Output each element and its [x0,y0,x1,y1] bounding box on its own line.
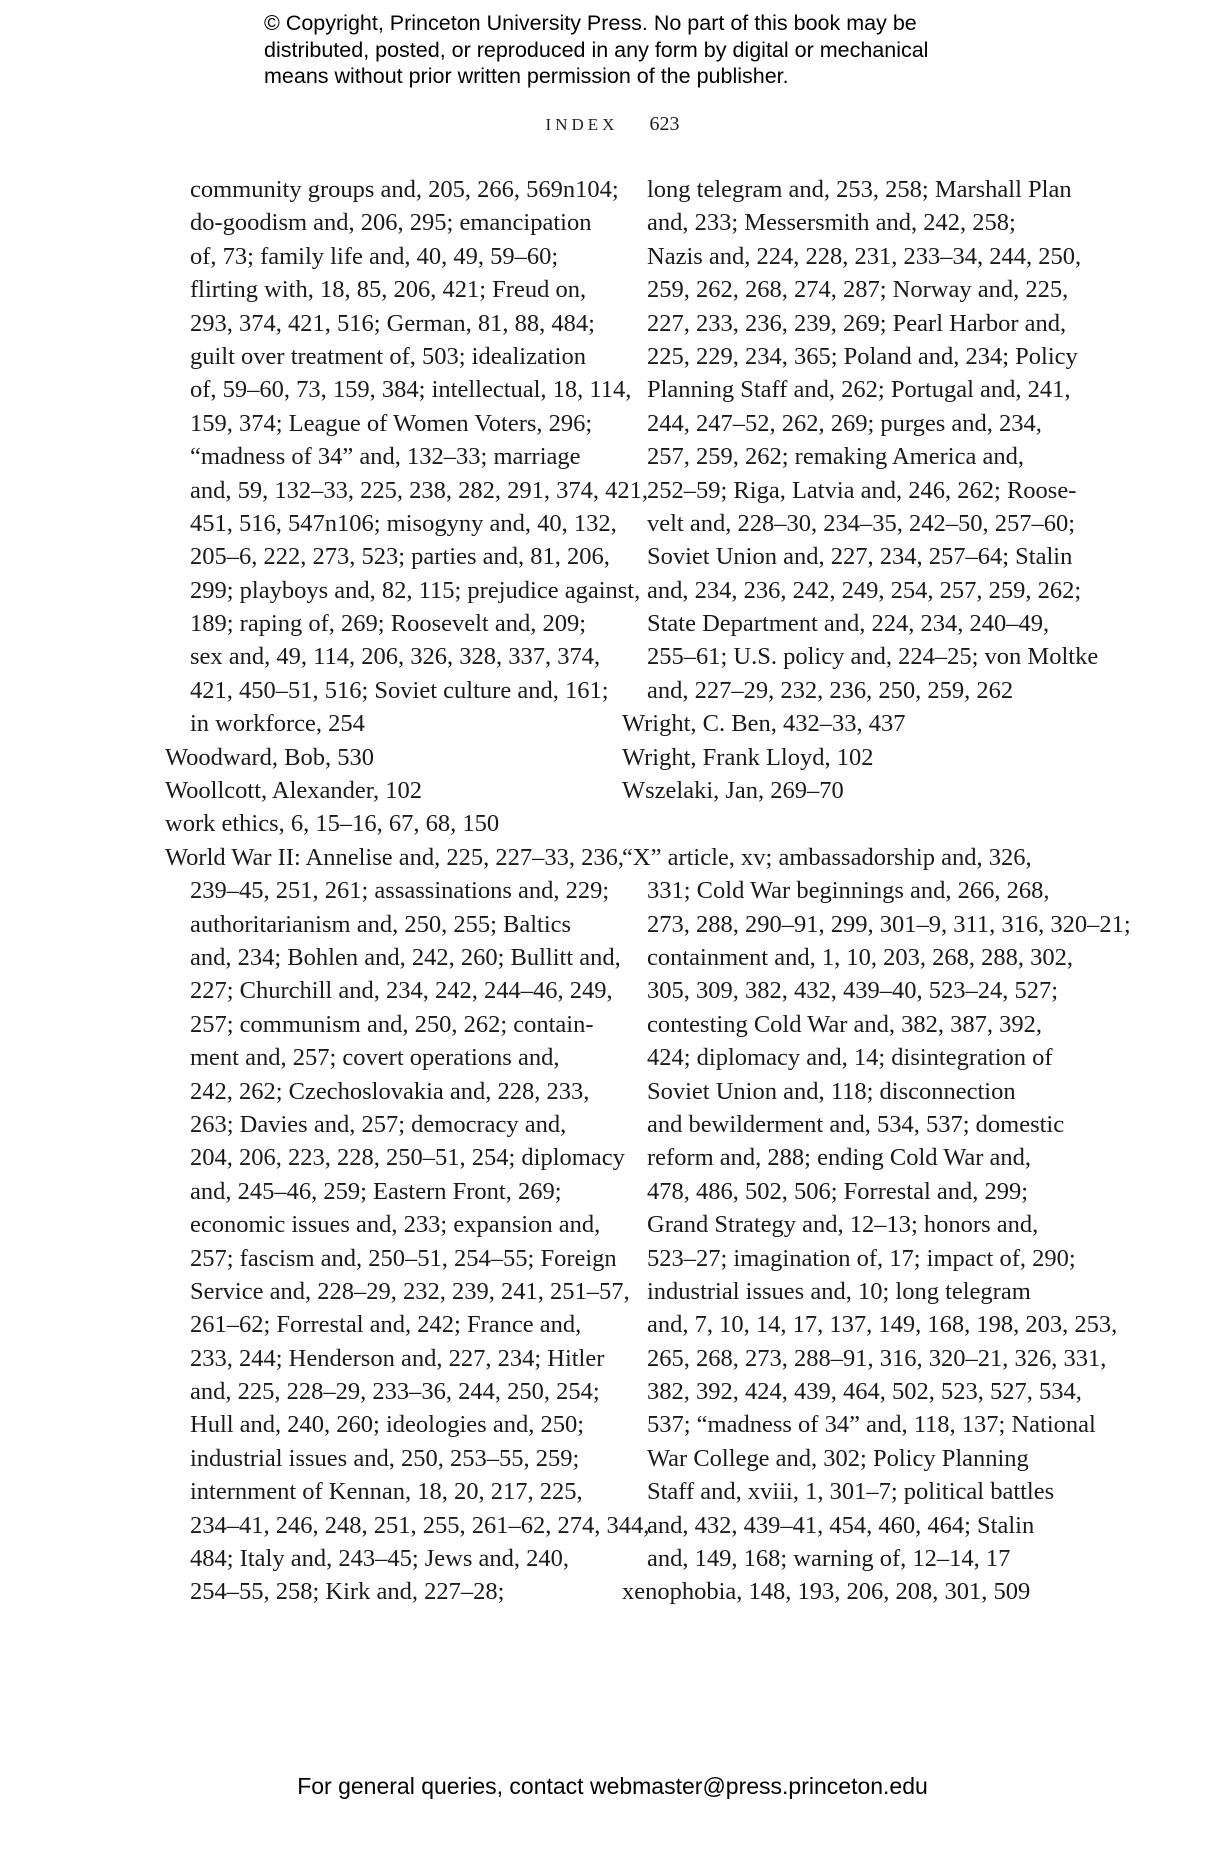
index-entry-continuation: 255–61; U.S. policy and, 224–25; von Moltke [647,643,1099,671]
entry-gap [622,807,1052,840]
index-entry-heading: Wright, C. Ben, 432–33, 437 [622,710,906,738]
index-entry-heading: Wszelaki, Jan, 269–70 [622,777,844,805]
index-column-right [622,173,1131,1609]
index-entry-continuation: ment and, 257; covert operations and, [190,1044,560,1072]
index-entry-heading: World War II: Annelise and, 225, 227–33, 236, [165,843,624,871]
running-head [0,113,1225,136]
index-entry-continuation: and, 225, 228–29, 233–36, 244, 250, 254; [190,1378,600,1406]
index-entry-continuation: and, 59, 132–33, 225, 238, 282, 291, 374, 421, [190,476,648,504]
index-entry-heading: “X” article, xv; ambassadorship and, 326, [622,843,1032,871]
index-entry-continuation: 204, 206, 223, 228, 250–51, 254; diplomacy [190,1144,625,1172]
index-entry-continuation: 424; diplomacy and, 14; disintegration of [647,1044,1053,1072]
index-entry-continuation: Hull and, 240, 260; ideologies and, 250; [190,1411,584,1439]
index-entry-continuation: “madness of 34” and, 132–33; marriage [190,443,581,471]
index-entry-continuation: 205–6, 222, 273, 523; parties and, 81, 206, [190,543,610,571]
index-entry-continuation: sex and, 49, 114, 206, 326, 328, 337, 374, [190,643,601,671]
index-entry-continuation: 305, 309, 382, 432, 439–40, 523–24, 527; [647,977,1059,1005]
index-entry-continuation: 257, 259, 262; remaking America and, [647,443,1024,471]
index-entry-continuation: and, 7, 10, 14, 17, 137, 149, 168, 198, 203, 253, [647,1311,1118,1339]
running-head-label: INDEX [545,115,619,134]
index-entry-continuation: 523–27; imagination of, 17; impact of, 290; [647,1244,1076,1272]
index-entry-continuation: 244, 247–52, 262, 269; purges and, 234, [647,409,1042,437]
index-entry-continuation: 273, 288, 290–91, 299, 301–9, 311, 316, 320–21; [647,910,1131,938]
copyright-line: means without prior written permission of the publisher. [264,64,789,88]
index-entry-continuation: of, 59–60, 73, 159, 384; intellectual, 18, 114, [190,376,632,404]
index-entry-continuation: 225, 229, 234, 365; Poland and, 234; Policy [647,342,1078,370]
index-entry-continuation: 331; Cold War beginnings and, 266, 268, [647,877,1050,905]
index-entry-continuation: 257; communism and, 250, 262; contain- [190,1010,594,1038]
page-number: 623 [649,113,680,135]
index-entry-continuation: contesting Cold War and, 382, 387, 392, [647,1010,1042,1038]
copyright-notice [264,10,984,90]
index-entry-heading: work ethics, 6, 15–16, 67, 68, 150 [165,810,500,838]
index-entry-continuation: 537; “madness of 34” and, 118, 137; National [647,1411,1096,1439]
index-entry-continuation: 233, 244; Henderson and, 227, 234; Hitler [190,1344,605,1372]
index-entry-continuation: in workforce, 254 [190,710,365,738]
index-entry-continuation: authoritarianism and, 250, 255; Baltics [190,910,572,938]
index-entry-continuation: Soviet Union and, 118; disconnection [647,1077,1016,1105]
index-entry-continuation: 382, 392, 424, 439, 464, 502, 523, 527, 534, [647,1378,1082,1406]
index-entry-continuation: economic issues and, 233; expansion and, [190,1211,601,1239]
index-entry-continuation: 257; fascism and, 250–51, 254–55; Foreign [190,1244,617,1272]
index-entry-continuation: War College and, 302; Policy Planning [647,1444,1029,1472]
index-entry-continuation: Planning Staff and, 262; Portugal and, 241, [647,376,1071,404]
index-entry-continuation: 421, 450–51, 516; Soviet culture and, 161; [190,676,609,704]
index-entry-continuation: guilt over treatment of, 503; idealization [190,342,586,370]
index-entry-continuation: Service and, 228–29, 232, 239, 241, 251–57, [190,1277,630,1305]
index-entry-continuation: 159, 374; League of Women Voters, 296; [190,409,593,437]
index-entry-continuation: 478, 486, 502, 506; Forrestal and, 299; [647,1177,1029,1205]
index-entry-continuation: industrial issues and, 250, 253–55, 259; [190,1444,580,1472]
index-entry-continuation: 227, 233, 236, 239, 269; Pearl Harbor and, [647,309,1067,337]
index-entry-continuation: 265, 268, 273, 288–91, 316, 320–21, 326, 331, [647,1344,1107,1372]
index-entry-continuation: 299; playboys and, 82, 115; prejudice against, [190,576,641,604]
index-entry-continuation: and, 233; Messersmith and, 242, 258; [647,209,1016,237]
index-entry-continuation: 227; Churchill and, 234, 242, 244–46, 249, [190,977,613,1005]
index-entry-continuation: velt and, 228–30, 234–35, 242–50, 257–60; [647,509,1076,537]
footer-contact: For general queries, contact webmaster@press.princeton.edu [297,1773,928,1799]
index-entry-continuation: and, 234; Bohlen and, 242, 260; Bullitt and, [190,943,621,971]
index-entry-continuation: 293, 374, 421, 516; German, 81, 88, 484; [190,309,595,337]
index-entry-continuation: Soviet Union and, 227, 234, 257–64; Stalin [647,543,1073,571]
index-entry-continuation: Staff and, xviii, 1, 301–7; political battles [647,1478,1055,1506]
index-entry-continuation: internment of Kennan, 18, 20, 217, 225, [190,1478,583,1506]
index-entry-heading: Woodward, Bob, 530 [165,743,374,771]
index-entry-continuation: community groups and, 205, 266, 569n104; [190,176,619,203]
index-entry-continuation: do-goodism and, 206, 295; emancipation [190,209,592,237]
index-entry-continuation: 259, 262, 268, 274, 287; Norway and, 225, [647,276,1069,304]
index-entry-continuation: 234–41, 246, 248, 251, 255, 261–62, 274, 344, [190,1511,650,1539]
index-entry-continuation: and, 245–46, 259; Eastern Front, 269; [190,1177,562,1205]
index-column-left [165,173,650,1609]
index-entry-continuation: 451, 516, 547n106; misogyny and, 40, 132, [190,509,617,537]
index-entry-continuation: 242, 262; Czechoslovakia and, 228, 233, [190,1077,590,1105]
index-entry-continuation: 261–62; Forrestal and, 242; France and, [190,1311,582,1339]
index-entry-heading: Wright, Frank Lloyd, 102 [622,743,874,771]
index-entry-continuation: 263; Davies and, 257; democracy and, [190,1110,567,1138]
index-entry-continuation: and, 227–29, 232, 236, 250, 259, 262 [647,676,1014,704]
index-entry-continuation: flirting with, 18, 85, 206, 421; Freud on, [190,276,587,304]
index-entry-continuation: 239–45, 251, 261; assassinations and, 229; [190,877,610,905]
copyright-line: © Copyright, Princeton University Press. No part of this book may be [264,11,917,35]
index-entry-continuation: State Department and, 224, 234, 240–49, [647,610,1050,638]
index-entry-continuation: and, 432, 439–41, 454, 460, 464; Stalin [647,1511,1035,1539]
index-entry-continuation: Grand Strategy and, 12–13; honors and, [647,1211,1039,1239]
index-entry-continuation: of, 73; family life and, 40, 49, 59–60; [190,242,559,270]
index-entry-continuation: industrial issues and, 10; long telegram [647,1277,1031,1305]
index-entry-continuation: 254–55, 258; Kirk and, 227–28; [190,1578,505,1606]
index-entry-continuation: long telegram and, 253, 258; Marshall Plan [647,176,1072,203]
index-entry-continuation: 252–59; Riga, Latvia and, 246, 262; Roose- [647,476,1077,504]
index-entry-continuation: 189; raping of, 269; Roosevelt and, 209; [190,610,587,638]
index-entry-continuation: containment and, 1, 10, 203, 268, 288, 302, [647,943,1073,971]
index-entry-continuation: and bewilderment and, 534, 537; domestic [647,1110,1065,1138]
index-entry-continuation: and, 149, 168; warning of, 12–14, 17 [647,1545,1011,1573]
index-entry-continuation: reform and, 288; ending Cold War and, [647,1144,1032,1172]
index-entry-continuation: and, 234, 236, 242, 249, 254, 257, 259, 262; [647,576,1082,604]
index-entry-continuation: Nazis and, 224, 228, 231, 233–34, 244, 250, [647,242,1082,270]
copyright-line: distributed, posted, or reproduced in any form by digital or mechanical [264,37,929,62]
index-entry-heading: Woollcott, Alexander, 102 [165,777,422,805]
index-entry-continuation: 484; Italy and, 243–45; Jews and, 240, [190,1545,570,1573]
index-entry-heading: xenophobia, 148, 193, 206, 208, 301, 509 [622,1578,1031,1606]
